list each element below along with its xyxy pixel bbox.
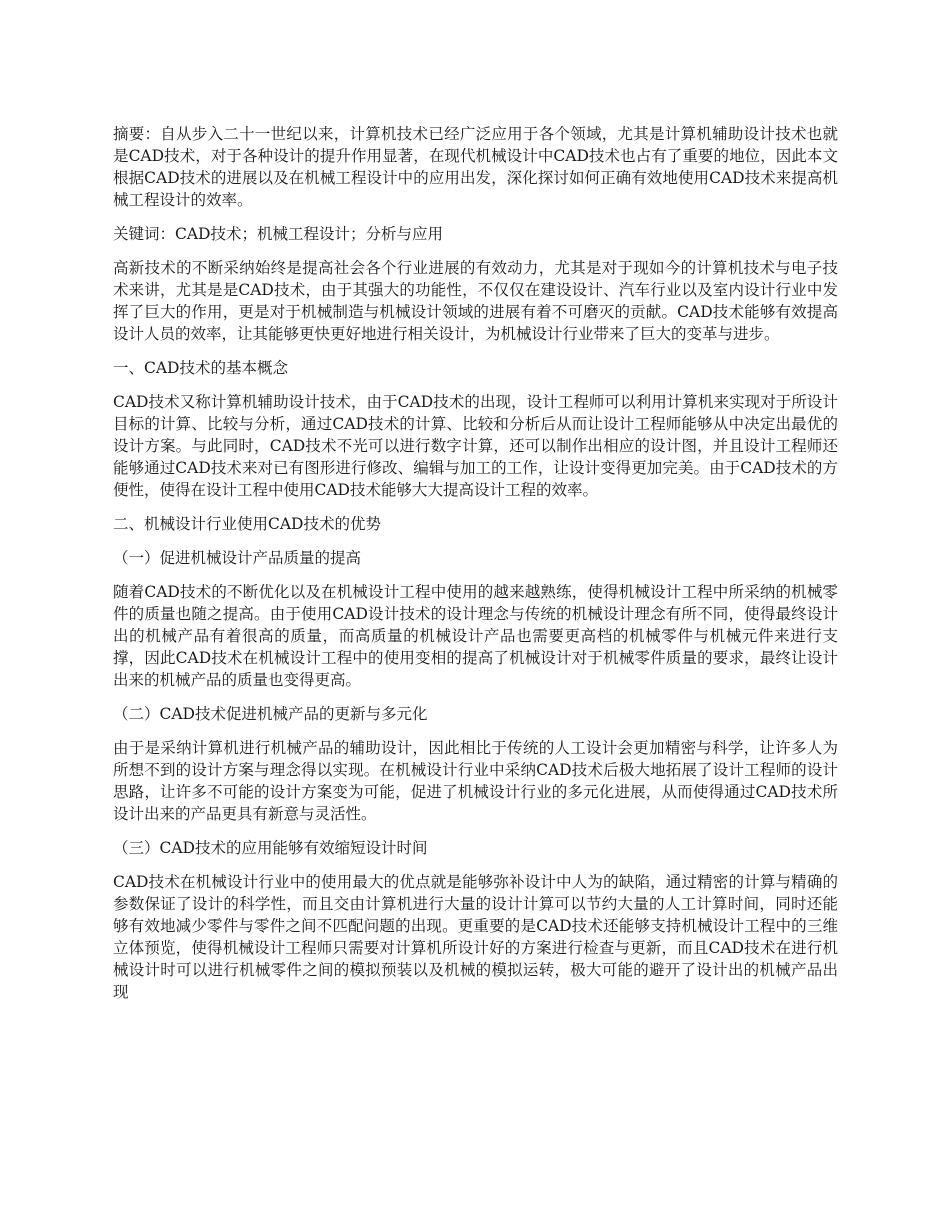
- keywords-paragraph: 关键词：CAD技术；机械工程设计；分析与应用: [113, 225, 443, 243]
- subsection-3-paragraph: CAD技术在机械设计行业中的使用最大的优点就是能够弥补设计中人为的缺陷，通过精密的计算与精确的参数保证了设计的科学性，而且交由计算机进行大量的设计计算可以节约大量的人工计算时间，同时还能够有效地减少零件与零件之间不匹配问题的出现。更重要的是CAD技术还能够支持机械设计工程中的三维立体预览，使得机械设计工程师只需要对计算机所设计好的方案进行检查与更新，而且CAD技术在进行机械设计时可以进行机械零件之间的模拟预装以及机械的模拟运转，极大可能的避开了设计出的机械产品出现: [113, 873, 838, 1001]
- section-1-paragraph: CAD技术又称计算机辅助设计技术，由于CAD技术的出现，设计工程师可以利用计算机来实现对于所设计目标的计算、比较与分析，通过CAD技术的计算、比较和分析后从而让设计工程师能够从中决定出最优的设计方案。与此同时，CAD技术不光可以进行数字计算，还可以制作出相应的设计图，并且设计工程师还能够通过CAD技术来对已有图形进行修改、编辑与加工的工作，让设计变得更加完美。由于CAD技术的方便性，使得在设计工程中使用CAD技术能够大大提高设计工程的效率。: [113, 393, 838, 499]
- section-1-heading: 一、CAD技术的基本概念: [113, 359, 288, 377]
- subsection-2-heading: （二）CAD技术促进机械产品的更新与多元化: [113, 705, 428, 723]
- subsection-2-paragraph: 由于是采纳计算机进行机械产品的辅助设计，因此相比于传统的人工设计会更加精密与科学，让许多人为所想不到的设计方案与理念得以实现。在机械设计行业中采纳CAD技术后极大地拓展了设计工程师的设计思路，让许多不可能的设计方案变为可能，促进了机械设计行业的多元化进展，从而使得通过CAD技术所设计出来的产品更具有新意与灵活性。: [113, 739, 838, 823]
- abstract-paragraph: 摘要：自从步入二十一世纪以来，计算机技术已经广泛应用于各个领域，尤其是计算机辅助设计技术也就是CAD技术，对于各种设计的提升作用显著，在现代机械设计中CAD技术也占有了重要的地位，因此本文根据CAD技术的进展以及在机械工程设计中的应用出发，深化探讨如何正确有效地使用CAD技术来提高机械工程设计的效率。: [113, 125, 838, 209]
- section-2-heading: 二、机械设计行业使用CAD技术的优势: [113, 515, 381, 533]
- subsection-1-paragraph: 随着CAD技术的不断优化以及在机械设计工程中使用的越来越熟练，使得机械设计工程中所采纳的机械零件的质量也随之提高。由于使用CAD设计技术的设计理念与传统的机械设计理念有所不同，使得最终设计出的机械产品有着很高的质量，而高质量的机械设计产品也需要更高档的机械零件与机械元件来进行支撑，因此CAD技术在机械设计工程中的使用变相的提高了机械设计对于机械零件质量的要求，最终让设计出来的机械产品的质量也变得更高。: [113, 583, 838, 689]
- subsection-1-heading: （一）促进机械设计产品质量的提高: [113, 549, 362, 567]
- intro-paragraph: 高新技术的不断采纳始终是提高社会各个行业进展的有效动力，尤其是对于现如今的计算机技术与电子技术来讲，尤其是是CAD技术，由于其强大的功能性，不仅仅在建设设计、汽车行业以及室内设计行业中发挥了巨大的作用，更是对于机械制造与机械设计领域的进展有着不可磨灭的贡献。CAD技术能够有效提高设计人员的效率，让其能够更快更好地进行相关设计，为机械设计行业带来了巨大的变革与进步。: [113, 259, 838, 343]
- document-page: [113, 123, 838, 1015]
- subsection-3-heading: （三）CAD技术的应用能够有效缩短设计时间: [113, 839, 428, 857]
